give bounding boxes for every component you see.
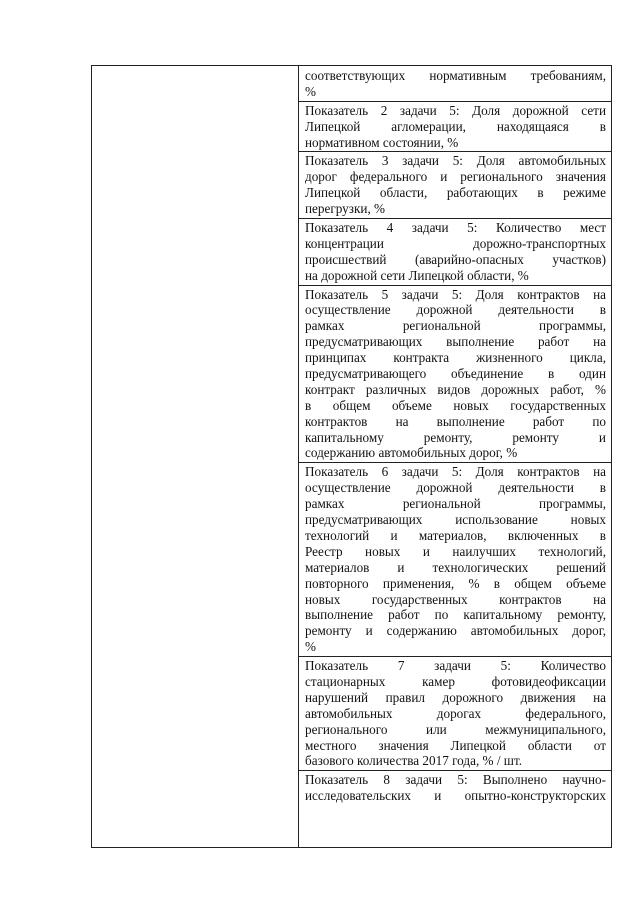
text-line: Липецкой агломерации, находящаяся в: [305, 118, 606, 134]
text-line: автомобильных дорогах федерального,: [305, 705, 606, 721]
text-line: осуществление дорожной деятельности в: [305, 480, 606, 496]
text-line: Показатель 2 задачи 5: Доля дорожной сети: [305, 102, 606, 118]
text-line: Показатель 6 задачи 5: Доля контрактов на: [305, 464, 606, 480]
indicator-paragraph-ind4: [299, 220, 611, 284]
text-line: Реестр новых и наилучших технологий,: [305, 543, 606, 559]
indicator-paragraph-ind7: [299, 658, 611, 769]
text-line: концентрации дорожно-транспортных: [305, 235, 606, 251]
text-line: нормативном состоянии, %: [305, 134, 459, 150]
indicators-cell: [299, 66, 611, 847]
text-line: стационарных камер фотовидеофиксации: [305, 673, 606, 689]
text-line: местного значения Липецкой области от: [305, 737, 606, 753]
text-line: происшествий (аварийно-опасных участков): [305, 251, 606, 267]
text-line: исследовательских и опытно-конструкторских: [305, 788, 606, 804]
text-line: базового количества 2017 года, % / шт.: [305, 753, 523, 769]
text-line: предусматривающего объединение в один: [305, 366, 606, 382]
text-line: в общем объеме новых государственных: [305, 397, 606, 413]
text-line: %: [305, 83, 316, 99]
text-line: нарушений правил дорожного движения на: [305, 689, 606, 705]
row-separator: [299, 151, 611, 152]
text-line: рамках региональной программы,: [305, 318, 606, 334]
text-line: контракт различных видов дорожных работ, %: [305, 381, 606, 397]
text-line: материалов и технологических решений: [305, 559, 606, 575]
text-line: Показатель 3 задачи 5: Доля автомобильных: [305, 153, 606, 169]
text-line: повторного применения, % в общем объеме: [305, 575, 606, 591]
text-line: регионального или межмуниципального,: [305, 721, 606, 737]
text-line: капитальному ремонту, ремонту и: [305, 429, 606, 445]
row-separator: [299, 656, 611, 657]
row-separator: [299, 285, 611, 286]
indicator-paragraph-ind2: [299, 103, 611, 151]
indicator-paragraph-ind8: [299, 772, 611, 804]
text-line: Показатель 5 задачи 5: Доля контрактов на: [305, 286, 606, 302]
text-line: Показатель 8 задачи 5: Выполнено научно-: [305, 772, 606, 788]
text-line: дорог федерального и регионального значения: [305, 169, 606, 185]
row-separator: [299, 218, 611, 219]
indicator-paragraph-ind5: [299, 287, 611, 462]
text-line: Показатель 7 задачи 5: Количество: [305, 658, 606, 674]
page-corner-mark: · · · ·: [6, 4, 38, 9]
indicator-paragraph-ind6: [299, 464, 611, 655]
text-line: Показатель 4 задачи 5: Количество мест: [305, 220, 606, 236]
text-line: Липецкой области, работающих в режиме: [305, 185, 606, 201]
text-line: соответствующих нормативным требованиям,: [305, 68, 606, 83]
text-line: предусматривающих выполнение работ на: [305, 334, 606, 350]
text-line: контрактов на выполнение работ по: [305, 413, 606, 429]
text-line: %: [305, 639, 316, 655]
text-line: содержанию автомобильных дорог, %: [305, 445, 518, 461]
text-line: осуществление дорожной деятельности в: [305, 302, 606, 318]
text-line: на дорожной сети Липецкой области, %: [305, 267, 529, 283]
text-line: перегрузки, %: [305, 201, 386, 217]
text-line: предусматривающих использование новых: [305, 512, 606, 528]
text-line: новых государственных контрактов на: [305, 591, 606, 607]
row-separator: [299, 770, 611, 771]
text-line: принципах контракта жизненного цикла,: [305, 350, 606, 366]
indicator-paragraph-ind3: [299, 153, 611, 217]
document-table: [91, 65, 612, 848]
row-separator: [299, 101, 611, 102]
text-line: технологий и материалов, включенных в: [305, 527, 606, 543]
text-line: выполнение работ по капитальному ремонту,: [305, 607, 606, 623]
left-empty-cell: [92, 66, 298, 847]
text-line: ремонту и содержанию автомобильных дорог,: [305, 623, 606, 639]
text-line: рамках региональной программы,: [305, 496, 606, 512]
row-separator: [299, 462, 611, 463]
indicator-paragraph-cont: [299, 68, 611, 100]
